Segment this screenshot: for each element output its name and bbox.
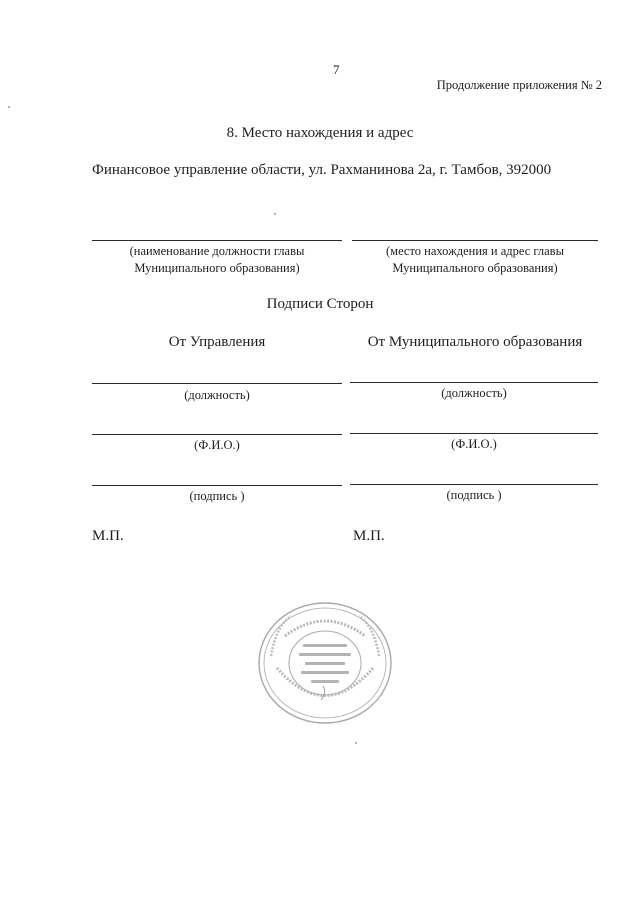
appendix-note: Продолжение приложения № 2 [436,78,602,92]
left-caption-line1: (наименование должности главы [129,244,305,258]
left-name-line [92,434,342,435]
scan-speck [274,213,276,215]
left-signature-label: (подпись ) [189,489,245,503]
scan-speck [355,742,357,744]
signatures-heading: Подписи Сторон [266,296,374,312]
right-caption-line1: (место нахождения и адрес главы [386,244,564,258]
left-title-caption [92,243,342,277]
right-signature-label: (подпись ) [446,488,502,502]
right-caption-line2: Муниципального образования) [392,261,558,275]
right-seal-label: М.П. [353,528,385,544]
right-name-label: (Ф.И.О.) [451,437,497,451]
left-signature-line [92,485,342,486]
right-position-line [350,382,598,383]
section-heading: 8. Место нахождения и адрес [226,125,414,141]
right-party-label: От Муниципального образования [367,334,583,350]
page-number: 7 [333,62,340,77]
right-position-label: (должность) [441,386,507,400]
official-stamp [255,598,395,728]
address-line: Финансовое управление области, ул. Рахманинова 2а, г. Тамбов, 392000 [92,162,552,178]
right-address-line [352,240,598,241]
left-position-line [92,383,342,384]
right-name-line [350,433,598,434]
left-name-label: (Ф.И.О.) [194,438,240,452]
left-title-line [92,240,342,241]
left-seal-label: М.П. [92,528,124,544]
left-caption-line2: Муниципального образования) [134,261,300,275]
right-address-caption [352,243,598,277]
left-party-label: От Управления [168,334,266,350]
scan-speck [8,106,10,108]
right-signature-line [350,484,598,485]
left-position-label: (должность) [184,388,250,402]
